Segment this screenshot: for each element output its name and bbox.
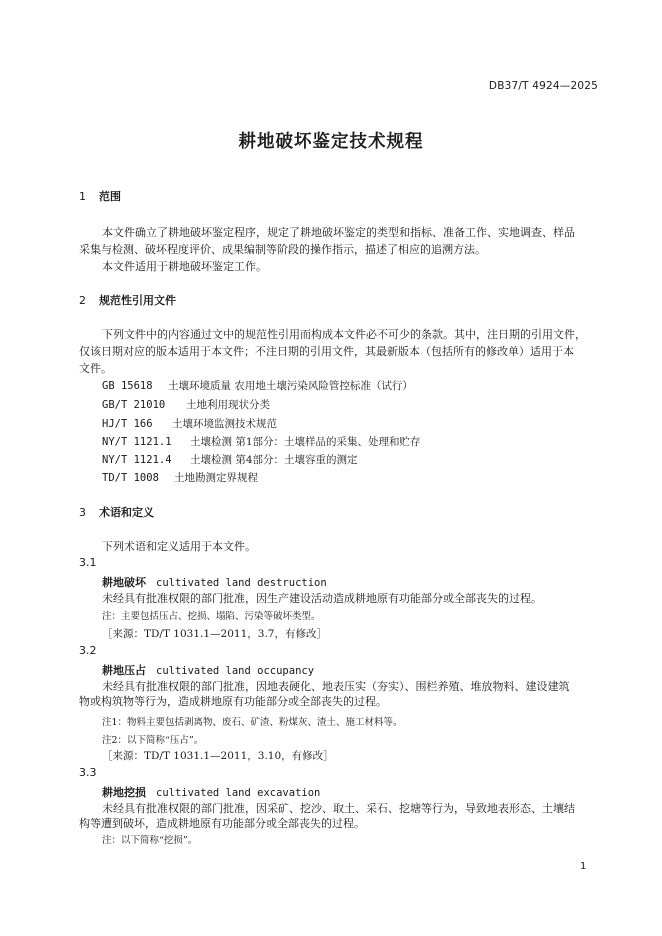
reference-title: 土壤检测 第4部分：土壤容重的测定 [190, 454, 358, 466]
term-en: cultivated land occupancy [156, 665, 315, 677]
reference-code: NY/T 1121.1 [102, 436, 172, 448]
section-1-heading [79, 188, 121, 204]
term-note: 注1：物料主要包括剥离物、废石、矿渣、粉煤灰、渣土、施工材料等。 [102, 717, 403, 728]
term-definition: 未经具有批准权限的部门批准，因地表硬化、地表压实（夯实）、围栏养殖、堆放物料、建设建筑 [102, 680, 570, 693]
term-heading [102, 662, 314, 678]
reference-code: HJ/T 166 [102, 418, 153, 430]
reference-title: 土地利用现状分类 [186, 399, 270, 411]
reference-title: 土壤环境监测技术规范 [172, 418, 277, 430]
paragraph-line: 采集与检测、破坏程度评价、成果编制等阶段的操作指示，描述了相应的追溯方法。 [79, 243, 486, 256]
term-note: 注：以下简称“挖损”。 [102, 835, 198, 846]
reference-item [102, 434, 421, 449]
term-definition: 未经具有批准权限的部门批准，因生产建设活动造成耕地原有功能部分或全部丧失的过程。 [102, 592, 542, 605]
reference-item [102, 397, 270, 412]
page-number: 1 [580, 861, 587, 872]
section-2-heading [79, 292, 176, 308]
section-number: 1 [79, 190, 86, 203]
reference-code: TD/T 1008 [102, 472, 159, 484]
term-number: 3.3 [79, 766, 97, 779]
term-note: 注：主要包括压占、挖损、塌陷、污染等破坏类型。 [102, 611, 321, 622]
section-number: 2 [79, 294, 86, 307]
term-definition: 构等遭到破坏，造成耕地原有功能部分或全部丧失的过程。 [79, 817, 365, 830]
reference-title: 土地勘测定界规程 [174, 472, 258, 484]
document-title: 耕地破坏鉴定技术规程 [238, 132, 424, 152]
paragraph-line: 本文件适用于耕地破坏鉴定工作。 [102, 260, 267, 273]
term-en: cultivated land destruction [156, 577, 327, 589]
term-source: ［来源：TD/T 1031.1—2011，3.7，有修改］ [102, 628, 327, 640]
term-en: cultivated land excavation [156, 787, 321, 799]
section-3-heading [79, 504, 154, 520]
section-title: 范围 [99, 190, 121, 203]
paragraph-line: 文件。 [79, 362, 112, 375]
paragraph-line: 本文件确立了耕地破坏鉴定程序，规定了耕地破坏鉴定的类型和指标、准备工作、实地调查、样品 [102, 226, 575, 239]
section-number: 3 [79, 506, 86, 519]
reference-code: NY/T 1121.4 [102, 454, 172, 466]
section-title: 规范性引用文件 [99, 294, 176, 307]
reference-title: 土壤检测 第1部分：土壤样品的采集、处理和贮存 [190, 436, 421, 448]
reference-item [102, 470, 258, 485]
reference-item [102, 452, 358, 467]
term-heading [102, 784, 320, 800]
reference-item [102, 416, 277, 431]
term-note: 注2：以下简称“压占”。 [102, 735, 204, 746]
reference-item [102, 378, 413, 393]
reference-code: GB/T 21010 [102, 399, 166, 411]
term-source: ［来源：TD/T 1031.1—2011，3.10，有修改］ [102, 750, 334, 762]
term-definition: 物或构筑物等行为，造成耕地原有功能部分或全部丧失的过程。 [79, 695, 387, 708]
paragraph-line: 仅该日期对应的版本适用于本文件；不注日期的引用文件，其最新版本（包括所有的修改单）适用于本 [79, 345, 574, 358]
paragraph-line: 下列术语和定义适用于本文件。 [102, 540, 256, 553]
section-title: 术语和定义 [99, 506, 154, 519]
reference-title: 土壤环境质量 农用地土壤污染风险管控标准（试行） [168, 380, 413, 392]
paragraph-line: 下列文件中的内容通过文中的规范性引用而构成本文件必不可少的条款。其中，注日期的引用文件， [102, 328, 586, 341]
term-heading [102, 574, 327, 590]
term-number: 3.1 [79, 556, 97, 569]
term-zh: 耕地挖损 [102, 786, 146, 799]
reference-code: GB 15618 [102, 380, 153, 392]
term-zh: 耕地破坏 [102, 576, 146, 589]
term-zh: 耕地压占 [102, 664, 146, 677]
term-number: 3.2 [79, 644, 97, 657]
term-definition: 未经具有批准权限的部门批准，因采矿、挖沙、取土、采石、挖塘等行为，导致地表形态、土壤结 [102, 802, 575, 815]
standard-code: DB37/T 4924—2025 [488, 80, 598, 92]
